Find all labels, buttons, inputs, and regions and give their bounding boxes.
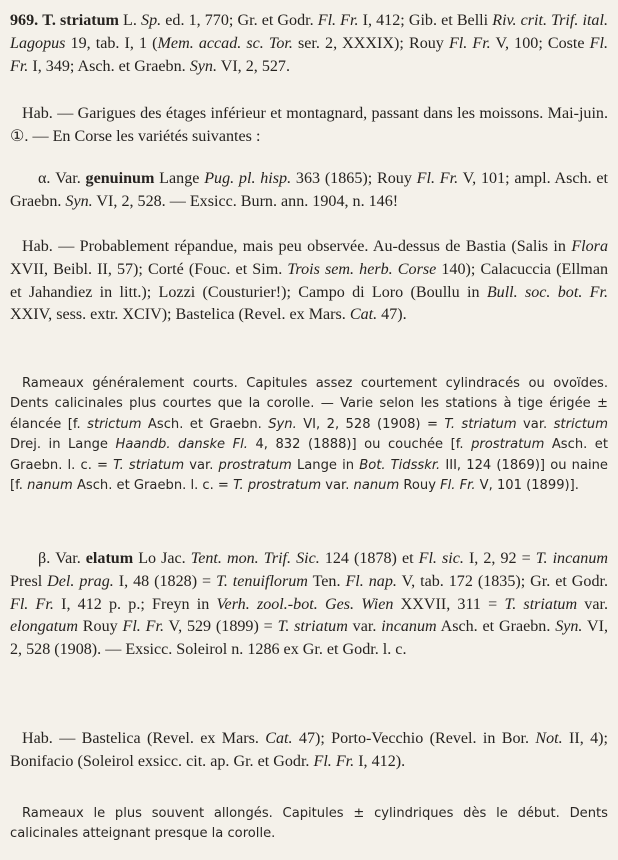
italic-term: T. striatum — [504, 595, 578, 613]
italic-term: Bull. soc. bot. Fr. — [486, 283, 608, 301]
italic-term: Fl. Fr. — [10, 34, 608, 75]
var-alpha-reference: α. Var. genuinum Lange Pug. pl. hisp. 363 (1865); Rouy Fl. Fr. V, 101; ampl. Asch. et Graebn. Syn. VI, 2, 528. — Exsicc. Burn. ann. 1904, n. 146! — [10, 170, 608, 210]
italic-term: strictum — [553, 416, 608, 432]
italic-term: Fl. Fr. — [122, 618, 164, 636]
italic-term: elongatum — [10, 618, 78, 636]
entry-number: 969. — [10, 12, 39, 29]
italic-term: Fl. Fr. — [317, 12, 359, 29]
italic-term: Not. — [535, 730, 563, 747]
italic-term: Verh. zool.-bot. Ges. Wien — [216, 595, 394, 613]
bold-term: elatum — [85, 550, 134, 567]
var-alpha-habitat: Hab. — Probablement répandue, mais peu observée. Au-dessus de Bastia (Salis in Flora XVII, Beibl. II, 57); Corté (Fouc. et Sim. Trois sem. herb. Corse 140); Calacuccia (Ellman et Jahandiez in litt.); Lozzi (Cousturier!); Campo di Loro (Boullu in Bull. soc. bot. Fr. XXIV, sess. extr. XCIV); Bastelica (Revel. ex Mars. Cat. 47). — [10, 238, 609, 324]
italic-term: Syn. — [189, 57, 217, 75]
italic-term: Pug. pl. hisp. — [204, 170, 292, 187]
italic-term: Fl. sic. — [418, 550, 464, 567]
italic-term: T. incanum — [535, 550, 608, 567]
italic-term: Haandb. danske Fl. — [115, 437, 248, 453]
italic-term: prostratum — [471, 437, 545, 453]
italic-term: Trois sem. herb. Corse — [287, 260, 437, 278]
italic-term: T. tenuiflorum — [216, 572, 308, 590]
italic-term: Syn. — [555, 618, 583, 636]
italic-term: prostratum — [218, 457, 292, 473]
italic-term: Syn. — [268, 416, 297, 432]
italic-term: Cat. — [265, 730, 293, 747]
entry-name: T. striatum — [42, 12, 119, 29]
entry-citations: L. Sp. ed. 1, 770; Gr. et Godr. Fl. Fr. I, 412; Gib. et Belli Riv. crit. Trif. ital. Lagopus 19, tab. I, 1 (Mem. accad. sc. Tor. ser. 2, XXXIX); Rouy Fl. Fr. V, 100; Coste Fl. Fr. I, 349; Asch. et Graebn. Syn. VI, 2, 527. — [10, 12, 608, 75]
italic-term: Fl. Fr. — [10, 595, 54, 613]
italic-term: Flora — [571, 238, 608, 255]
italic-term: Fl. Fr. — [440, 478, 476, 494]
italic-term: Del. prag. — [47, 572, 114, 590]
italic-term: Fl. Fr. — [448, 34, 491, 52]
bold-term: genuinum — [85, 170, 155, 187]
italic-term: Riv. crit. Trif. ital. Lagopus — [10, 12, 608, 52]
italic-term: Cat. — [349, 306, 378, 324]
italic-term: nanum — [27, 478, 73, 494]
italic-term: Sp. — [141, 12, 162, 29]
var-beta-description: Rameaux le plus souvent allongés. Capitules ± cylindriques dès le début. Dents calicinales atteignant presque la corolle. — [10, 806, 608, 842]
italic-term: T. striatum — [113, 457, 185, 473]
var-beta-reference: β. Var. elatum Lo Jac. Tent. mon. Trif. Sic. 124 (1878) et Fl. sic. I, 2, 92 = T. incanum Presl Del. prag. I, 48 (1828) = T. tenuiflorum Ten. Fl. nap. V, tab. 172 (1835); Gr. et Godr. Fl. Fr. I, 412 p. p.; Freyn in Verh. zool.-bot. Ges. Wien XXVII, 311 = T. striatum var. elongatum Rouy Fl. Fr. V, 529 (1899) = T. striatum var. incanum Asch. et Graebn. Syn. VI, 2, 528 (1908). — Exsicc. Soleirol n. 1286 ex Gr. et Godr. l. c. — [10, 550, 609, 659]
entry-reference — [10, 10, 608, 78]
italic-term: Fl. nap. — [345, 572, 397, 590]
italic-term: Mem. accad. sc. Tor. — [157, 34, 293, 52]
var-alpha-description: Rameaux généralement courts. Capitules assez courtement cylindracés ou ovoïdes. Dents calicinales plus courtes que la corolle. — Varie selon les stations à tige érigée ± élancée [f. strictum Asch. et Graebn. Syn. VI, 2, 528 (1908) = T. striatum var. strictum Drej. in Lange Haandb. danske Fl. 4, 832 (1888)] ou couchée [f. prostratum Asch. et Graebn. l. c. = T. striatum var. prostratum Lange in Bot. Tidsskr. III, 124 (1869)] ou naine [f. nanum Asch. et Graebn. l. c. = T. prostratum var. nanum Rouy Fl. Fr. V, 101 (1899)]. — [10, 376, 608, 494]
italic-term: Bot. Tidsskr. — [359, 457, 441, 473]
italic-term: Syn. — [65, 192, 93, 210]
italic-term: nanum — [353, 478, 400, 494]
var-beta-habitat: Hab. — Bastelica (Revel. ex Mars. Cat. 47); Porto-Vecchio (Revel. in Bor. Not. II, 4); Bonifacio (Soleirol exsicc. cit. ap. Gr. et Godr. Fl. Fr. I, 412). — [10, 730, 609, 770]
italic-term: T. prostratum — [233, 478, 322, 494]
italic-term: Fl. Fr. — [313, 752, 355, 770]
italic-term: Fl. Fr. — [416, 170, 459, 187]
italic-term: incanum — [381, 618, 437, 636]
entry-habitat: Hab. — Garigues des étages inférieur et montagnard, passant dans les moissons. Mai-juin. ①. — En Corse les variétés suivantes : — [10, 105, 608, 145]
italic-term: strictum — [87, 416, 142, 432]
italic-term: T. striatum — [444, 416, 517, 432]
italic-term: Tent. mon. Trif. Sic. — [190, 550, 320, 567]
italic-term: T. striatum — [277, 618, 348, 636]
